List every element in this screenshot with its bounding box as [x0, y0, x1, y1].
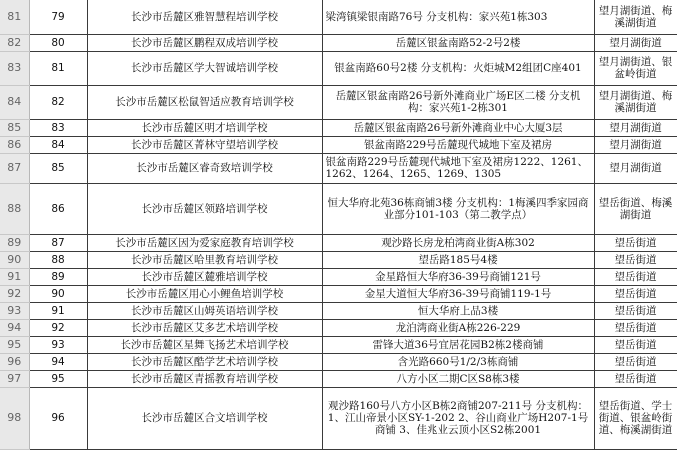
row-number[interactable]: 87	[0, 153, 29, 183]
seq-cell[interactable]: 92	[29, 319, 87, 336]
school-name-cell[interactable]: 长沙市岳麓区因为爱家庭教育培训学校	[87, 234, 322, 251]
table-row	[0, 234, 677, 251]
table-row	[0, 268, 677, 285]
seq-cell[interactable]: 86	[29, 183, 87, 234]
seq-cell[interactable]: 89	[29, 268, 87, 285]
table-row	[0, 336, 677, 353]
seq-cell[interactable]: 88	[29, 251, 87, 268]
street-cell[interactable]: 望月湖街道、梅溪湖街道	[594, 0, 677, 34]
address-cell[interactable]: 岳麓区银盆南路26号新外滩商业广场E区二楼 分支机构：家兴苑1-2栋301	[322, 85, 594, 119]
school-name-cell[interactable]: 长沙市岳麓区用心小鲤鱼培训学校	[87, 285, 322, 302]
row-number[interactable]: 84	[0, 85, 29, 119]
row-number[interactable]: 96	[0, 353, 29, 370]
address-cell[interactable]: 观沙路160号八方小区B栋2商铺207-211号 分支机构：1、江山帝景小区SY-1-202 2、谷山商业广场H207-1号商铺 3、佳兆业云顶小区S2栋2001	[322, 387, 594, 449]
address-cell[interactable]: 金星大道恒大华府36-39号商铺119-1号	[322, 285, 594, 302]
table-row	[0, 285, 677, 302]
school-name-cell[interactable]: 长沙市岳麓区艾多艺术培训学校	[87, 319, 322, 336]
row-number[interactable]: 95	[0, 336, 29, 353]
address-cell[interactable]: 望岳路185号4楼	[322, 251, 594, 268]
street-cell[interactable]: 望月湖街道、银盆岭街道	[594, 51, 677, 85]
row-number[interactable]: 81	[0, 0, 29, 34]
school-name-cell[interactable]: 长沙市岳麓区学大智诚培训学校	[87, 51, 322, 85]
street-cell[interactable]: 望岳街道、学士街道、银盆岭街道、梅溪湖街道	[594, 387, 677, 449]
row-number[interactable]: 89	[0, 234, 29, 251]
street-cell[interactable]: 望岳街道	[594, 285, 677, 302]
seq-cell[interactable]: 93	[29, 336, 87, 353]
seq-cell[interactable]: 84	[29, 136, 87, 153]
table-row	[0, 183, 677, 234]
seq-cell[interactable]: 85	[29, 153, 87, 183]
table-row	[0, 34, 677, 51]
school-name-cell[interactable]: 长沙市岳麓区麓雅培训学校	[87, 268, 322, 285]
school-name-cell[interactable]: 长沙市岳麓区明才培训学校	[87, 119, 322, 136]
address-cell[interactable]: 恒大华府上品3楼	[322, 302, 594, 319]
school-name-cell[interactable]: 长沙市岳麓区星舞飞扬艺术培训学校	[87, 336, 322, 353]
school-name-cell[interactable]: 长沙市岳麓区合文培训学校	[87, 387, 322, 449]
seq-cell[interactable]: 79	[29, 0, 87, 34]
row-number[interactable]: 85	[0, 119, 29, 136]
school-name-cell[interactable]: 长沙市岳麓区睿奇致培训学校	[87, 153, 322, 183]
address-cell[interactable]: 银盆南路229号岳麓现代城地下室及裙房1222、1261、1262、1264、1265、1269、1305	[322, 153, 594, 183]
row-number[interactable]: 83	[0, 51, 29, 85]
table-row	[0, 51, 677, 85]
school-name-cell[interactable]: 长沙市岳麓区青摇教育培训学校	[87, 370, 322, 387]
school-name-cell[interactable]: 长沙市岳麓区松鼠智适应教育培训学校	[87, 85, 322, 119]
seq-cell[interactable]: 83	[29, 119, 87, 136]
row-number[interactable]: 91	[0, 268, 29, 285]
street-cell[interactable]: 望岳街道	[594, 251, 677, 268]
seq-cell[interactable]: 91	[29, 302, 87, 319]
row-number[interactable]: 98	[0, 387, 29, 449]
table-row	[0, 353, 677, 370]
school-name-cell[interactable]: 长沙市岳麓区哈里教育培训学校	[87, 251, 322, 268]
street-cell[interactable]: 望月湖街道	[594, 34, 677, 51]
street-cell[interactable]: 望岳街道	[594, 234, 677, 251]
street-cell[interactable]: 望岳街道	[594, 370, 677, 387]
street-cell[interactable]: 望岳街道	[594, 302, 677, 319]
street-cell[interactable]: 望月湖街道、梅溪湖街道	[594, 85, 677, 119]
address-cell[interactable]: 银盆南路229号岳麓现代城地下室及裙房	[322, 136, 594, 153]
street-cell[interactable]: 望岳街道	[594, 268, 677, 285]
address-cell[interactable]: 八方小区二期C区S8栋3楼	[322, 370, 594, 387]
address-cell[interactable]: 恒大华府北苑36栋商铺3楼 分支机构：1梅溪四季家园商业部分101-103（第二教学点）	[322, 183, 594, 234]
table-row	[0, 119, 677, 136]
table-row	[0, 136, 677, 153]
table-row	[0, 0, 677, 34]
street-cell[interactable]: 望月湖街道	[594, 153, 677, 183]
row-number[interactable]: 82	[0, 34, 29, 51]
seq-cell[interactable]: 80	[29, 34, 87, 51]
street-cell[interactable]: 望岳街道	[594, 319, 677, 336]
seq-cell[interactable]: 82	[29, 85, 87, 119]
row-number[interactable]: 90	[0, 251, 29, 268]
row-number[interactable]: 88	[0, 183, 29, 234]
street-cell[interactable]: 望月湖街道	[594, 136, 677, 153]
school-name-cell[interactable]: 长沙市岳麓区酷学艺术培训学校	[87, 353, 322, 370]
row-number[interactable]: 97	[0, 370, 29, 387]
seq-cell[interactable]: 95	[29, 370, 87, 387]
address-cell[interactable]: 龙泊湾商业街A栋226-229	[322, 319, 594, 336]
seq-cell[interactable]: 81	[29, 51, 87, 85]
row-number[interactable]: 94	[0, 319, 29, 336]
address-cell[interactable]: 岳麓区银盆南路52-2号2楼	[322, 34, 594, 51]
table-row	[0, 387, 677, 449]
address-cell[interactable]: 岳麓区银盆南路26号新外滩商业中心大厦3层	[322, 119, 594, 136]
address-cell[interactable]: 梁湾镇梁银南路76号 分支机构：家兴苑1栋303	[322, 0, 594, 34]
table-row	[0, 370, 677, 387]
street-cell[interactable]: 望岳街道	[594, 336, 677, 353]
street-cell[interactable]: 望岳街道、梅溪湖街道	[594, 183, 677, 234]
seq-cell[interactable]: 87	[29, 234, 87, 251]
table-row	[0, 85, 677, 119]
school-name-cell[interactable]: 长沙市岳麓区鹏程双成培训学校	[87, 34, 322, 51]
school-name-cell[interactable]: 长沙市岳麓区山姆英语培训学校	[87, 302, 322, 319]
row-number[interactable]: 86	[0, 136, 29, 153]
street-cell[interactable]: 望岳街道	[594, 353, 677, 370]
table-row	[0, 302, 677, 319]
school-name-cell[interactable]: 长沙市岳麓区雅智慧程培训学校	[87, 0, 322, 34]
address-cell[interactable]: 银盆南路60号2楼 分支机构：火炬城M2组团C座401	[322, 51, 594, 85]
address-cell[interactable]: 含光路660号1/2/3栋商铺	[322, 353, 594, 370]
table-row	[0, 251, 677, 268]
address-cell[interactable]: 雷锋大道36号宜居花园B2栋2楼商铺	[322, 336, 594, 353]
row-number[interactable]: 92	[0, 285, 29, 302]
address-cell[interactable]: 观沙路长房龙柏湾商业街A栋302	[322, 234, 594, 251]
seq-cell[interactable]: 96	[29, 387, 87, 449]
school-name-cell[interactable]: 长沙市岳麓区菁林守望培训学校	[87, 136, 322, 153]
row-number[interactable]: 93	[0, 302, 29, 319]
street-cell[interactable]: 望月湖街道	[594, 119, 677, 136]
table-row	[0, 319, 677, 336]
address-cell[interactable]: 金星路恒大华府36-39号商铺121号	[322, 268, 594, 285]
school-name-cell[interactable]: 长沙市岳麓区领路培训学校	[87, 183, 322, 234]
seq-cell[interactable]: 94	[29, 353, 87, 370]
seq-cell[interactable]: 90	[29, 285, 87, 302]
table-row	[0, 153, 677, 183]
